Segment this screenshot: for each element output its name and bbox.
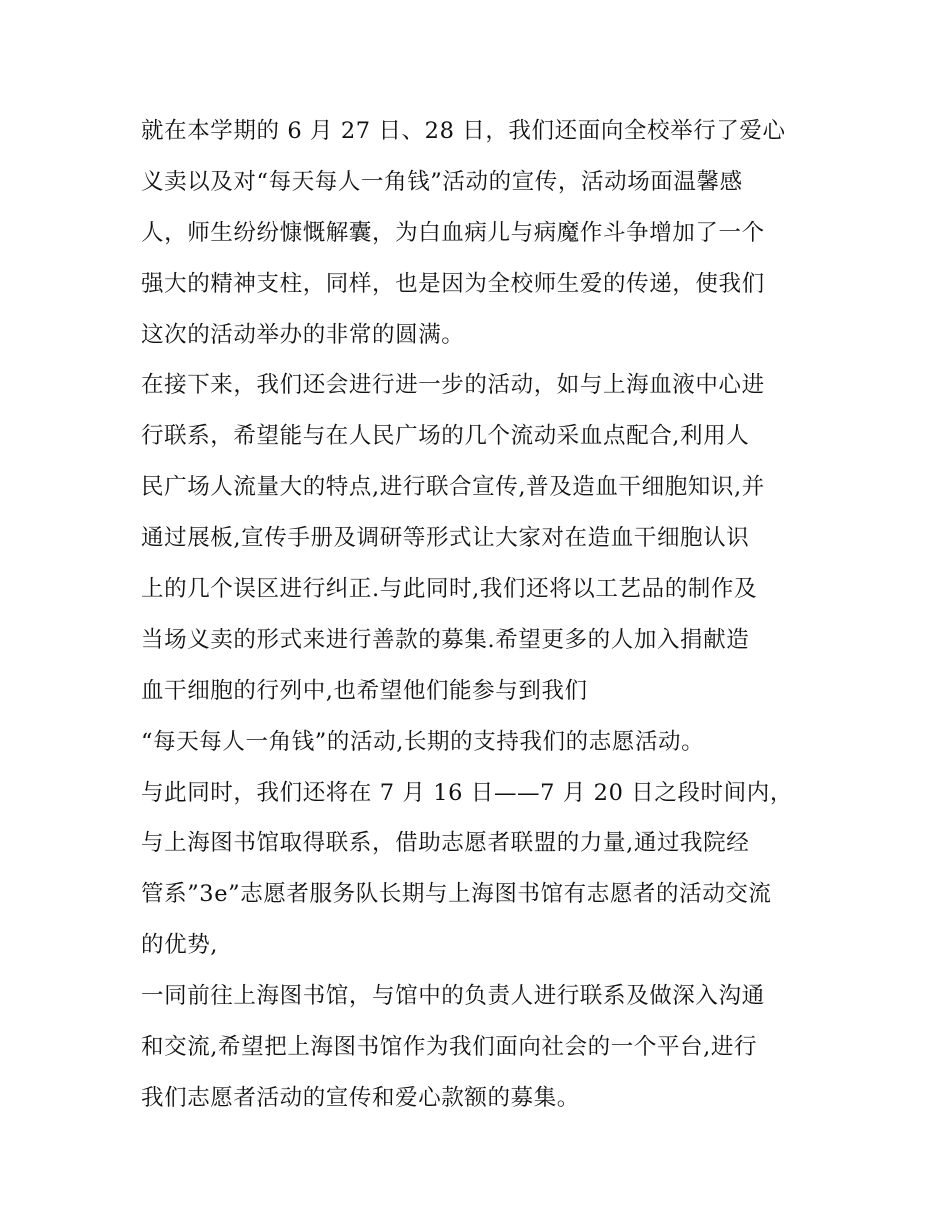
text-line: “每天每人一角钱”的活动,长期的支持我们的志愿活动。 bbox=[141, 728, 705, 755]
document-body bbox=[141, 109, 821, 1127]
text-line: 上的几个误区进行纠正.与此同时,我们还将以工艺品的制作及 bbox=[141, 576, 758, 603]
text-line: 人，师生纷纷慷慨解囊，为白血病儿与病魔作斗争增加了一个 bbox=[141, 219, 765, 246]
text-line: 当场义卖的形式来进行善款的募集.希望更多的人加入捐献造 bbox=[141, 626, 750, 653]
text-line: 一同前往上海图书馆，与馆中的负责人进行联系及做深入沟通 bbox=[141, 983, 765, 1010]
text-line: 义卖以及对“每天每人一角钱”活动的宣传，活动场面温馨感 bbox=[141, 168, 743, 195]
text-line: 强大的精神支柱，同样，也是因为全校师生爱的传递，使我们 bbox=[141, 270, 765, 297]
text-line: 行联系，希望能与在人民广场的几个流动采血点配合,利用人 bbox=[141, 423, 750, 450]
text-line: 和交流,希望把上海图书馆作为我们面向社会的一个平台,进行 bbox=[141, 1034, 758, 1061]
text-line: 通过展板,宣传手册及调研等形式让大家对在造血干细胞认识 bbox=[141, 525, 750, 552]
text-line: 我们志愿者活动的宣传和爱心款额的募集。 bbox=[141, 1084, 580, 1111]
text-line: 就在本学期的 6 月 27 日、28 日，我们还面向全校举行了爱心 bbox=[141, 118, 786, 144]
text-line: 在接下来，我们还会进行进一步的活动，如与上海血液中心进 bbox=[141, 372, 765, 399]
text-line: 民广场人流量大的特点,进行联合宣传,普及造血干细胞知识,并 bbox=[141, 474, 765, 501]
text-line: 管系”3e”志愿者服务队长期与上海图书馆有志愿者的活动交流 bbox=[141, 881, 772, 908]
text-line: 这次的活动举办的非常的圆满。 bbox=[141, 321, 465, 348]
text-line: 血干细胞的行列中,也希望他们能参与到我们 bbox=[141, 677, 588, 704]
text-line: 与此同时，我们还将在 7 月 16 日——7 月 20 日之段时间内， bbox=[141, 779, 793, 806]
text-line: 的优势, bbox=[141, 932, 219, 959]
text-line: 与上海图书馆取得联系，借助志愿者联盟的力量,通过我院经 bbox=[141, 830, 750, 857]
